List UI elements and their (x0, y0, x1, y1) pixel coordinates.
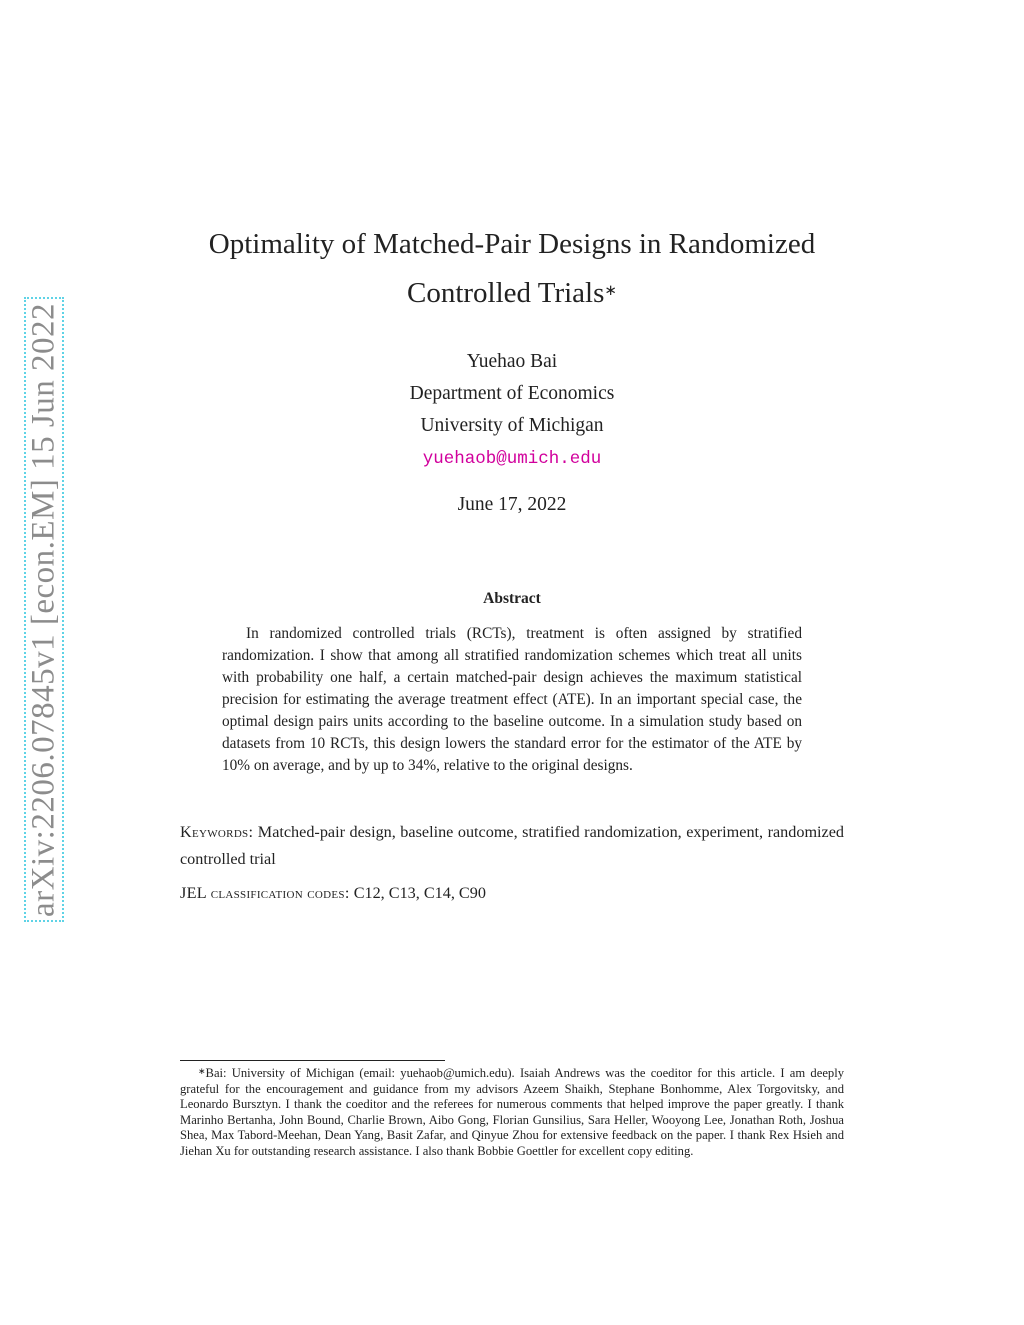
footnote-mark: ∗ (198, 1066, 206, 1076)
keywords (180, 819, 844, 873)
arxiv-identifier[interactable]: arXiv:2206.07845v1 [econ.EM] 15 Jun 2022 (25, 302, 62, 917)
paper-date: June 17, 2022 (457, 494, 567, 515)
abstract-heading: Abstract (483, 590, 541, 607)
author-department: Department of Economics (409, 383, 615, 404)
title-line-2 (180, 269, 844, 318)
keywords-text: Matched-pair design, baseline outcome, stratified randomization, experiment, randomized controlled trial (180, 823, 845, 868)
author-block (180, 346, 844, 475)
title-line-2-text: Controlled Trials (407, 277, 605, 309)
footnote-text: Bai: University of Michigan (email: yuehaob@umich.edu). Isaiah Andrews was the coeditor for this article. I am deeply grateful for the encouragement and guidance from my advisors Azeem Shaikh, Stephane Bonhomme, Alex Torgovitsky, and Leonardo Bursztyn. I thank the coeditor and the referees for numerous comments that helped improve the paper greatly. I thank Marinho Bertanha, John Bound, Charlie Brown, Aibo Gong, Florian Gunsilius, Sara Heller, Wooyong Lee, Jonathan Roth, Joshua Shea, Max Tabord-Meehan, Dean Yang, Basit Zafar, and Qinyue Zhou for extensive feedback on the paper. I thank Rex Hsieh and Jiehan Xu for outstanding research assistance. I also thank Bobbie Goettler for excellent copy editing. (180, 1066, 844, 1158)
jel-text: C12, C13, C14, C90 (353, 884, 486, 902)
jel-label: JEL classification codes: (180, 884, 350, 902)
title-footnote-mark[interactable]: ∗ (604, 283, 617, 299)
author-email-link[interactable]: yuehaob@umich.edu (422, 449, 602, 469)
author-name: Yuehao Bai (466, 351, 558, 372)
arxiv-stamp[interactable] (24, 297, 64, 922)
footnote-rule (180, 1060, 445, 1061)
keywords-label: Keywords: (180, 823, 254, 841)
paper-title (180, 220, 844, 318)
author-university: University of Michigan (420, 415, 604, 436)
title-line-1: Optimality of Matched-Pair Designs in Randomized (208, 228, 816, 260)
jel-codes (180, 884, 844, 903)
abstract-text: In randomized controlled trials (RCTs), treatment is often assigned by stratified randomization. I show that among all stratified randomization schemes which treat all units with probability one half, a certain matched-pair design achieves the maximum statistical precision for estimating the average treatment effect (ATE). In an important special case, the optimal design pairs units according to the baseline outcome. In a simulation study based on datasets from 10 RCTs, this design lowers the standard error for the estimator of the ATE by 10% on average, and by up to 34%, relative to the original designs. (222, 625, 802, 774)
footnote (180, 1066, 844, 1160)
